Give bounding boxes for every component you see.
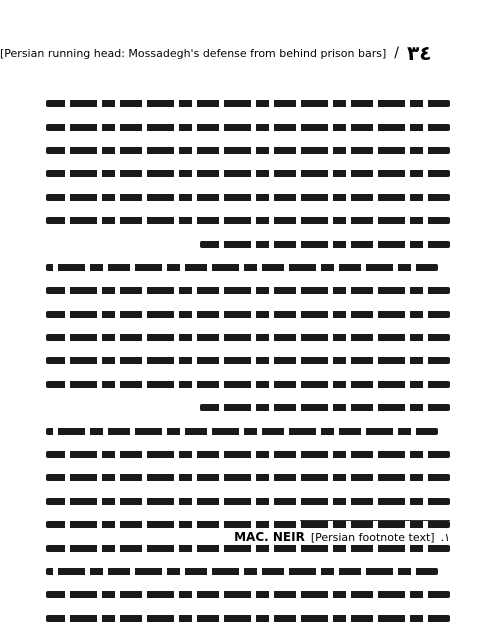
text-line xyxy=(46,115,450,138)
text-line xyxy=(46,209,450,232)
text-line xyxy=(46,490,450,513)
paragraph-4 xyxy=(46,560,450,630)
body-text xyxy=(46,92,450,630)
running-head: [Persian running head: Mossadegh's defense from behind prison bars] xyxy=(0,46,387,60)
page-number: ٣٤ xyxy=(406,41,432,65)
text-line xyxy=(46,232,450,255)
footnote-text: [Persian footnote text] xyxy=(310,530,435,544)
text-line xyxy=(46,560,450,583)
text-line xyxy=(46,466,450,489)
text-line xyxy=(46,303,450,326)
footnote-marker: ١. xyxy=(440,530,450,544)
text-line xyxy=(46,443,450,466)
text-line xyxy=(46,256,450,279)
text-line xyxy=(46,326,450,349)
text-line xyxy=(46,279,450,302)
header-separator: / xyxy=(394,45,399,61)
text-line xyxy=(46,186,450,209)
footnote-latin-name: MAC. NEIR xyxy=(234,530,305,544)
paragraph-2 xyxy=(46,256,450,420)
footnote xyxy=(60,527,450,547)
text-line xyxy=(46,139,450,162)
page-header xyxy=(0,40,500,66)
footnote-separator xyxy=(300,520,450,521)
text-line xyxy=(46,583,450,606)
text-line xyxy=(46,607,450,630)
text-line xyxy=(46,162,450,185)
text-line xyxy=(46,92,450,115)
text-line xyxy=(46,419,450,442)
paragraph-1 xyxy=(46,92,450,256)
text-line xyxy=(46,396,450,419)
text-line xyxy=(46,349,450,372)
text-line xyxy=(46,373,450,396)
